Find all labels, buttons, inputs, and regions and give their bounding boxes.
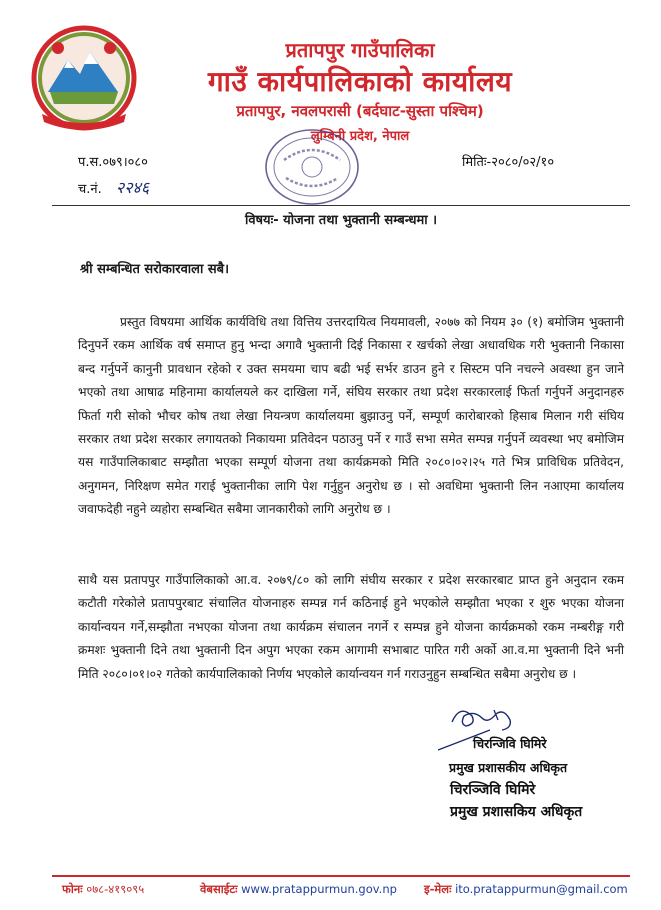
phone-label: फोनः — [62, 882, 83, 896]
letter-addressee: श्री सम्बन्धित सरोकारवाला सबै। — [80, 262, 230, 277]
footer-website — [200, 882, 397, 897]
footer-divider — [52, 875, 630, 877]
dispatch-number-value: २२४६ — [115, 178, 150, 197]
footer-email — [424, 882, 628, 897]
header-divider — [52, 205, 630, 206]
body-paragraph-1: प्रस्तुत विषयमा आर्थिक कार्यविधि तथा वित्तिय उत्तरदायित्व नियमावली, २०७७ को नियम ३० (१) बमोजिम भुक्तानी दिनुपर्ने रकम आर्थिक वर्ष समाप्त हुनु भन्दा अगावै भुक्तानी दिई निकासा र खर्चको लेखा अधावधिक गरी भुक्तानी निकासा बन्द गर्नुपर्ने कानुनी प्रावधान रहेको र उक्त समयमा चाप बढी भई सर्भर डाउन हुने र सिस्टम पनि नचल्ने अवस्था हुन जाने भएको तथा आषाढ महिनामा कार्यालयले कर दाखिला गर्ने, संघिय सरकार तथा प्रदेश सरकारलाई फिर्ता गर्नुपर्ने अनुदानहरु फिर्ता गरी सोको भौचर कोष तथा लेखा नियन्त्रण कार्यालयमा बुझाउनु पर्ने, सम्पूर्ण कारोबारको हिसाब मिलान गरी संघिय सरकार तथा प्रदेश सरकार लगायतको निकायमा प्रतिवेदन पठाउनु पर्ने र गाउँ सभा समेत सम्पन्न गर्नुपर्ने व्यवस्था भए बमोजिम यस गाउँपालिकाबाट सम्झौता भएका सम्पूर्ण योजना तथा कार्यक्रमको मिति २०८०।०२।२५ गते भित्र प्राविधिक प्रतिवेदन, अनुगमन, निरिक्षण समेत गराई भुक्तानीका लागि पेश गर्नुहुन अनुरोध छ । सो अवधिमा भुक्तानी लिन नआएमा कार्यालय जवाफदेही नहुने व्यहोरा सम्बन्धित सबैमा जानकारीको लागि अनुरोध छ । — [78, 315, 624, 517]
body-paragraph-2: साथै यस प्रतापपुर गाउँपालिकाको आ.व. २०७९/८० को लागि संघीय सरकार र प्रदेश सरकारबाट प्राप्त हुने अनुदान रकम कटौती गरेकोले प्रतापपुरबाट संचालित योजनाहरु सम्पन्न गर्न कठिनाई हुने भएकोले सम्झौता भएका र शुरु भएका योजना कार्यान्वयन गर्ने,सम्झौता नभएका योजना तथा कार्यक्रम संचालन नगर्ने र सम्पन्न हुने योजना कार्यक्रमको रकम नम्बरीङ्ग गरी क्रमशः भुक्तानी दिने तथा भुक्तानी दिन अपुग भएका रकम आगामी सभाबाट पारित गरी अर्को आ.व.मा भुक्तानी दिने भनी मिति २०८०।०१।०२ गतेको कार्यपालिकाको निर्णय भएकोले कार्यान्वयन गर्न गराउनुहुन सम्बन्धित सबैमा अनुरोध छ । — [78, 573, 624, 681]
office-address: प्रतापपुर, नवलपरासी (बर्दघाट-सुस्ता पश्चिम) — [236, 102, 484, 120]
signatory-name-stamp: चिरञ्जिवि घिमिरे — [450, 782, 536, 798]
signatory-name: चिरन्जिवि घिमिरे — [473, 736, 547, 751]
email-label: इ-मेलः — [424, 882, 452, 896]
letter-date: मितिः-२०८०/०२/१० — [462, 155, 555, 170]
office-round-stamp-icon — [262, 126, 362, 208]
province-name: लुम्बिनी प्रदेश, नेपाल — [310, 129, 410, 144]
website-label: वेबसाईटः — [200, 882, 238, 896]
signatory-title-stamp: प्रमुख प्रशासकिय अधिकृत — [450, 804, 583, 820]
nepal-emblem-icon — [28, 22, 140, 134]
email-link[interactable]: ito.pratappurmun@gmail.com — [455, 882, 628, 896]
letter-reference-number: प.स.०७९।०८० — [78, 155, 148, 170]
dispatch-number — [78, 176, 149, 198]
website-link[interactable]: www.pratappurmun.gov.np — [241, 882, 397, 896]
signatory-title: प्रमुख प्रशासकीय अधिकृत — [449, 760, 568, 775]
phone-value: ०७८-४१९०९५ — [86, 882, 145, 896]
dispatch-number-label: च.नं. — [78, 182, 102, 197]
letter-subject: विषयः- योजना तथा भुक्तानी सम्बन्धमा । — [244, 213, 438, 228]
office-name: गाउँ कार्यपालिकाको कार्यालय — [207, 65, 513, 98]
footer-phone — [62, 882, 144, 897]
municipality-name: प्रतापपुर गाउँपालिका — [285, 38, 435, 62]
